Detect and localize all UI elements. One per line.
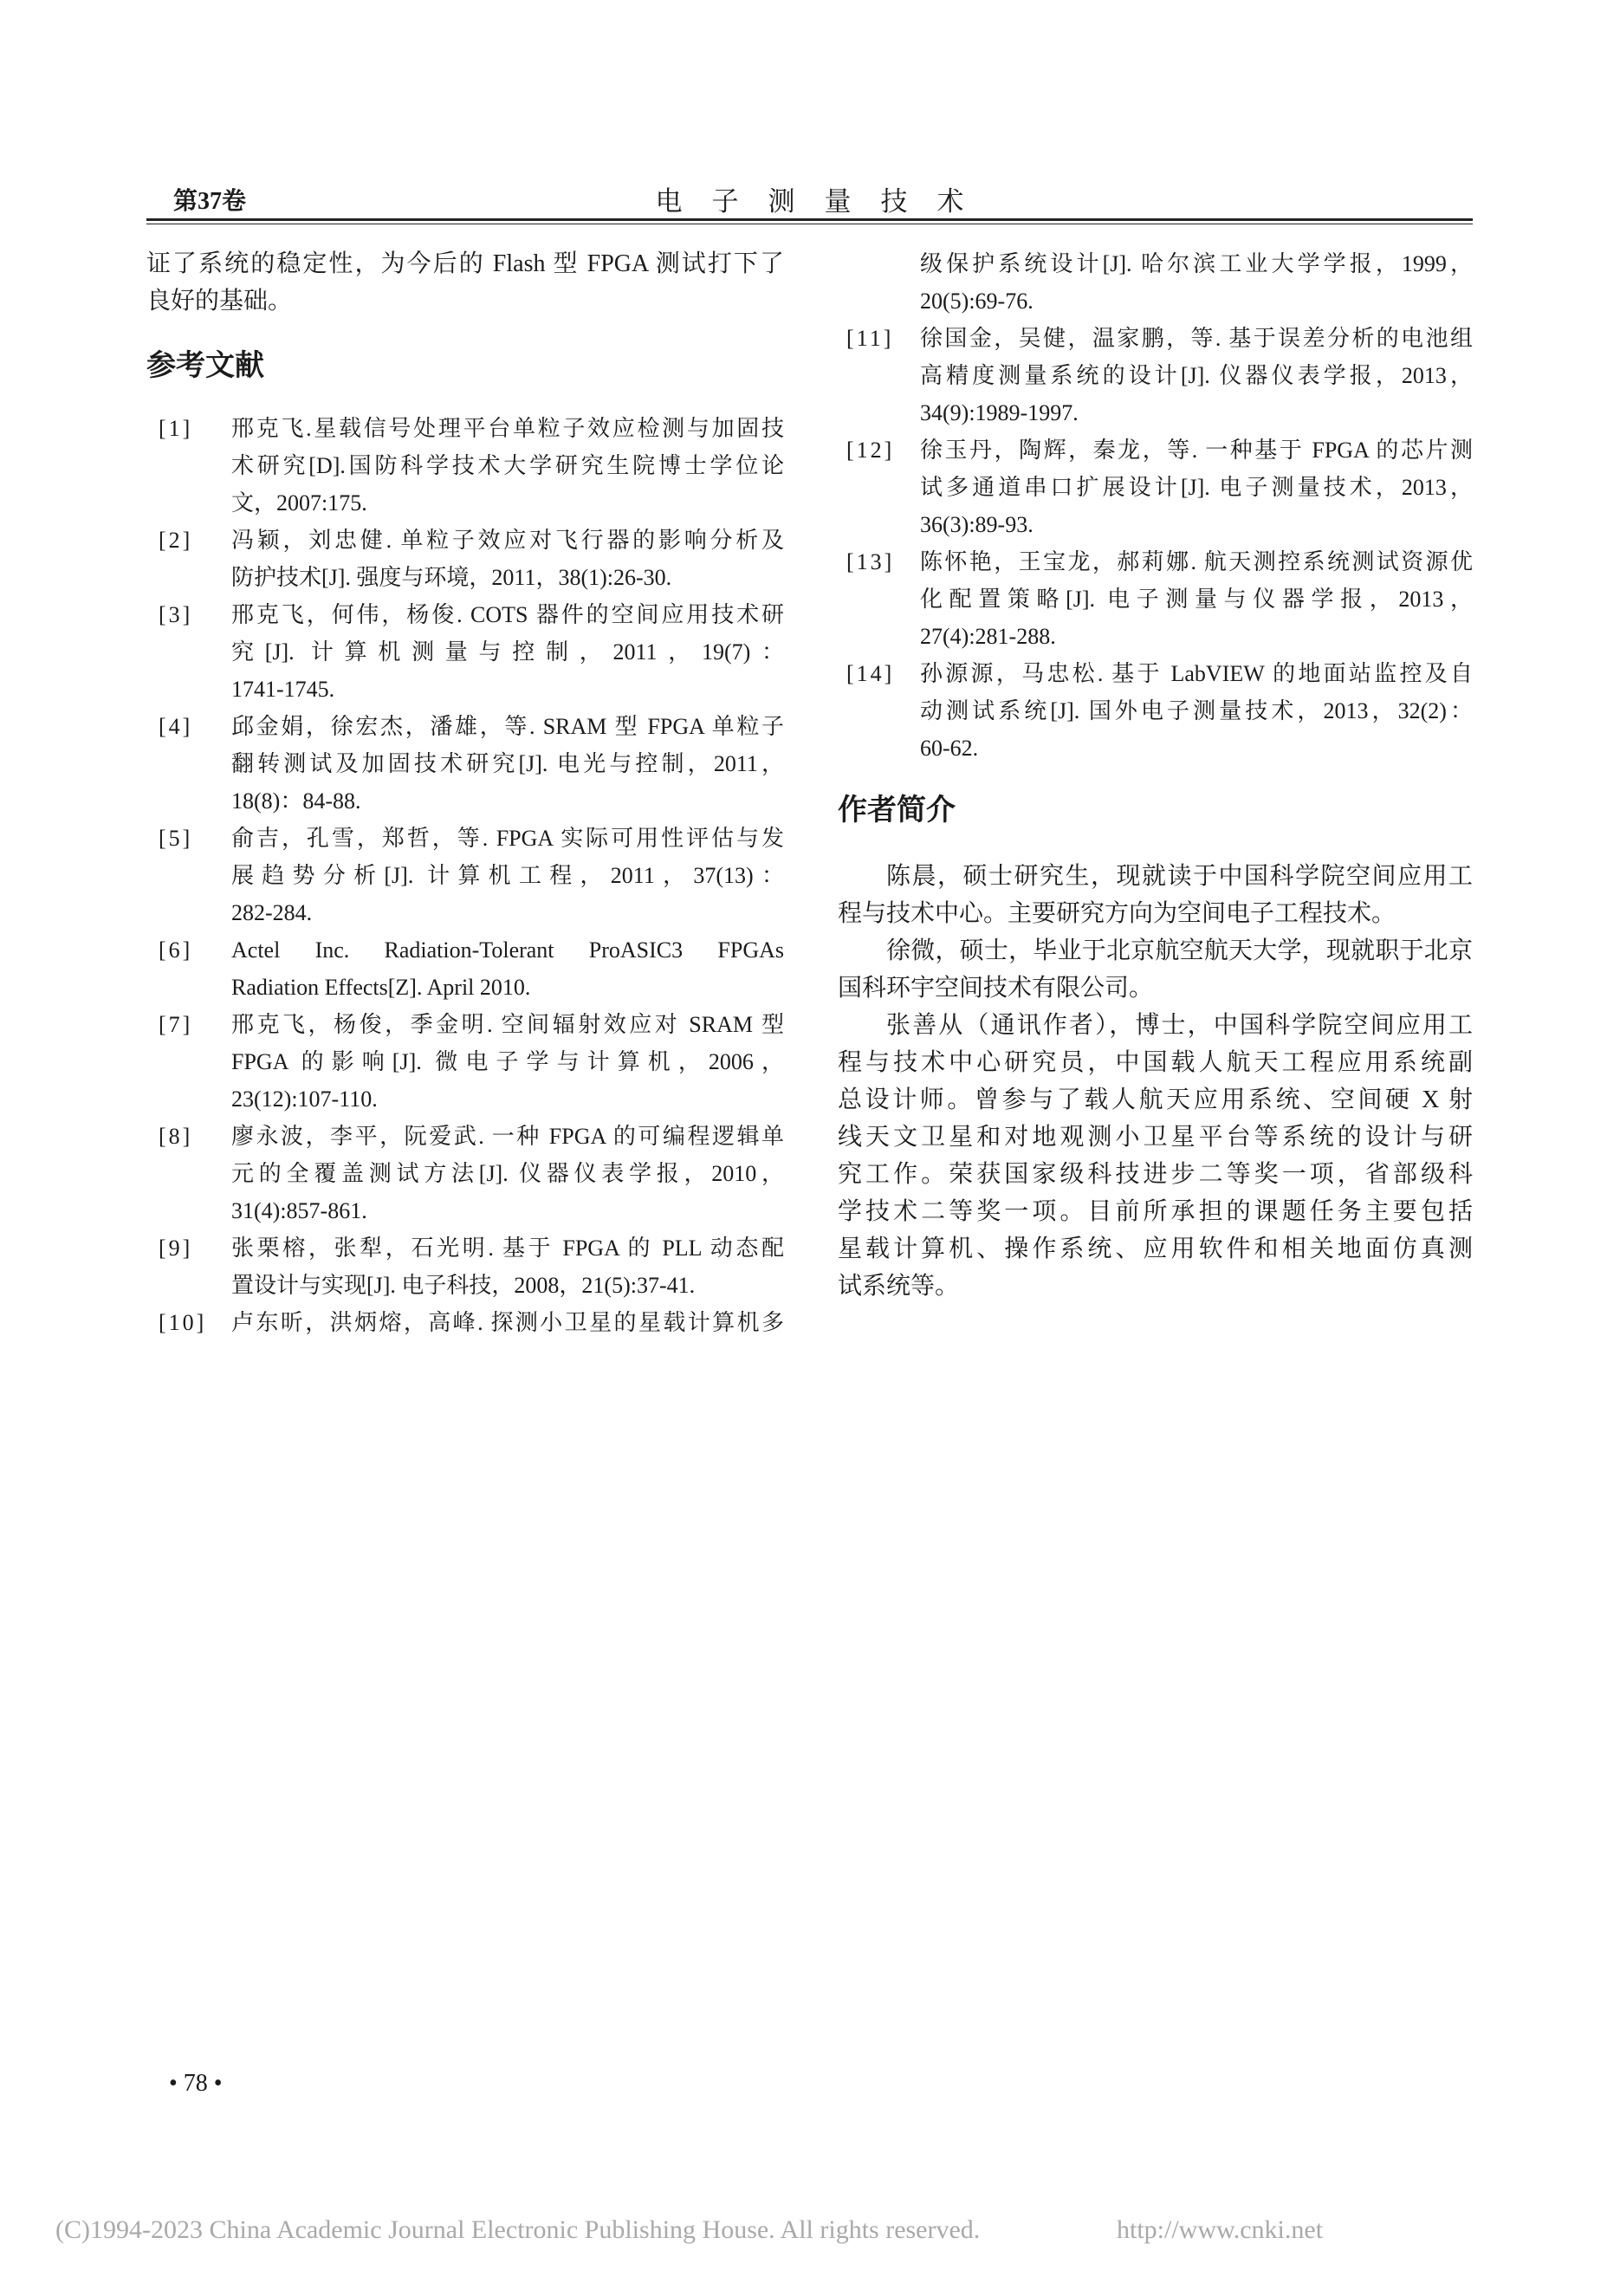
text-line: 良好的基础。 [146,288,293,315]
reference-number: [14] [846,661,895,686]
reference-number: [13] [846,549,895,574]
reference-number: [2] [159,528,193,553]
reference-line: 化配置策略[J]. 电子测量与仪器学报，2013， [920,587,1473,612]
reference-item [146,1229,784,1304]
reference-line: 邱金娟，徐宏杰，潘雄，等. SRAM 型 FPGA 单粒子 [231,714,784,739]
reference-line: 邢克飞，杨俊，季金明. 空间辐射效应对 SRAM 型 [231,1012,784,1037]
bio-line: 总设计师。曾参与了载人航天应用系统、空间硬 X 射 [838,1086,1473,1113]
reference-item [146,1304,784,1341]
text-line: 证了系统的稳定性，为今后的 Flash 型 FPGA 测试打下了 [146,250,784,277]
reference-line: 60-62. [920,736,979,761]
reference-line: 23(12):107-110. [231,1086,378,1112]
reference-number: [7] [159,1012,193,1037]
reference-line: 36(3):89-93. [920,512,1034,537]
reference-line: Actel Inc. Radiation-Tolerant ProASIC3 FPGAs [231,937,784,963]
running-header [146,185,1473,219]
bio-line: 星载计算机、操作系统、应用软件和相关地面仿真测 [838,1236,1473,1262]
reference-item [146,1006,784,1118]
author-bio [838,858,1473,932]
reference-number: [8] [159,1124,193,1149]
reference-line: 卢东昕，洪炳熔，高峰. 探测小卫星的星载计算机多 [231,1310,784,1335]
reference-line: 徐玉丹，陶辉，秦龙，等. 一种基于 FPGA 的芯片测 [920,438,1473,463]
reference-line: 冯颖，刘忠健. 单粒子效应对飞行器的影响分析及 [231,528,784,553]
reference-number: [1] [159,416,193,441]
reference-line: 陈怀艳，王宝龙，郝莉娜. 航天测控系统测试资源优 [920,549,1473,574]
right-column [838,245,1473,1305]
reference-line: Radiation Effects[Z]. April 2010. [231,975,531,1000]
bio-line: 徐微，硕士，毕业于北京航空航天大学，现就职于北京 [886,937,1473,964]
reference-line: 元的全覆盖测试方法[J]. 仪器仪表学报，2010， [231,1161,784,1186]
reference-item [146,522,784,596]
reference-item [146,708,784,820]
reference-line: 邢克飞，何伟，杨俊. COTS 器件的空间应用技术研 [231,602,784,627]
copyright-notice: (C)1994-2023 China Academic Journal Electronic Publishing House. All rights reserved. [55,2215,981,2244]
reference-line: 20(5):69-76. [920,289,1034,314]
reference-line: 展趋势分析[J]. 计算机工程，2011，37(13)： [231,863,784,888]
reference-line: 31(4):857-861. [231,1198,367,1223]
reference-line: 廖永波，李平，阮爱武. 一种 FPGA 的可编程逻辑单 [231,1124,784,1149]
reference-number: [5] [159,826,193,851]
bio-line: 学技术二等奖一项。目前所承担的课题任务主要包括 [838,1198,1473,1225]
reference-line: 徐国金，吴健，温家鹏，等. 基于误差分析的电池组 [920,326,1473,351]
bio-line: 国科环宇空间技术有限公司。 [838,975,1154,1002]
bio-line: 张善从（通讯作者），博士，中国科学院空间应用工 [886,1012,1473,1039]
bio-line: 程与技术中心研究员，中国载人航天工程应用系统副 [838,1049,1473,1076]
bio-line: 程与技术中心。主要研究方向为空间电子工程技术。 [838,900,1396,927]
reference-line: 孙源源，马忠松. 基于 LabVIEW 的地面站监控及自 [920,661,1473,686]
bio-line: 线天文卫星和对地观测小卫星平台等系统的设计与研 [838,1124,1473,1151]
reference-item [838,431,1473,543]
reference-number: [4] [159,714,193,739]
reference-line: 术研究[D].国防科学技术大学研究生院博士学位论 [231,453,784,478]
reference-item [146,410,784,522]
volume-label: 第37卷 [173,188,247,215]
reference-item [838,543,1473,655]
bio-line: 试系统等。 [838,1273,960,1300]
reference-number: [11] [846,326,894,351]
reference-item [146,931,784,1006]
page-number: • 78 • [169,2070,223,2097]
reference-line: 动测试系统[J]. 国外电子测量技术，2013，32(2)： [920,698,1473,723]
reference-line: FPGA 的影响[J]. 微电子学与计算机，2006， [231,1049,784,1074]
reference-item [838,655,1473,767]
reference-number: [9] [159,1236,193,1261]
author-profiles-heading: 作者简介 [838,793,956,827]
reference-line: 1741-1745. [231,677,335,702]
reference-line: 张栗榕，张犁，石光明. 基于 FPGA 的 PLL 动态配 [231,1236,784,1261]
reference-number: [6] [159,937,193,963]
reference-number: [10] [159,1310,207,1335]
reference-line: 俞吉，孔雪，郑哲，等. FPGA 实际可用性评估与发 [231,826,784,851]
reference-line: 级保护系统设计[J]. 哈尔滨工业大学学报，1999， [920,251,1473,276]
reference-line: 34(9):1989-1997. [920,400,1079,425]
reference-number: [3] [159,602,193,627]
reference-line: 试多通道串口扩展设计[J]. 电子测量技术，2013， [920,475,1473,500]
journal-title: 电子测量技术 [655,186,994,217]
left-column [146,245,784,1341]
reference-item [146,820,784,931]
body-paragraph-continuation [146,245,784,320]
reference-line: 18(8)：84-88. [231,788,361,814]
references-heading: 参考文献 [146,348,264,383]
reference-line: 邢克飞.星载信号处理平台单粒子效应检测与加固技 [231,416,784,441]
bio-line: 究工作。荣获国家级科技进步二等奖一项，省部级科 [838,1161,1473,1188]
reference-line: 文，2007:175. [231,490,367,516]
header-rule [146,218,1473,221]
reference-item [838,320,1473,431]
reference-number: [12] [846,438,895,463]
reference-line: 防护技术[J]. 强度与环境，2011，38(1):26-30. [231,565,672,590]
reference-line: 高精度测量系统的设计[J]. 仪器仪表学报，2013， [920,363,1473,388]
reference-line: 282-284. [231,900,313,925]
reference-line: 置设计与实现[J]. 电子科技，2008，21(5):37-41. [231,1273,696,1298]
reference-item [146,596,784,708]
bio-line: 陈晨，硕士研究生，现就读于中国科学院空间应用工 [886,863,1473,890]
reference-line: 翻转测试及加固技术研究[J]. 电光与控制，2011， [231,751,784,776]
publisher-url: http://www.cnki.net [1117,2215,1324,2244]
reference-line: 27(4):281-288. [920,624,1056,649]
reference-line: 究[J]. 计算机测量与控制，2011，19(7)： [231,639,784,665]
reference-item [146,1118,784,1229]
author-bio [838,1007,1473,1305]
author-bio [838,932,1473,1007]
reference-item-continued [838,245,1473,320]
